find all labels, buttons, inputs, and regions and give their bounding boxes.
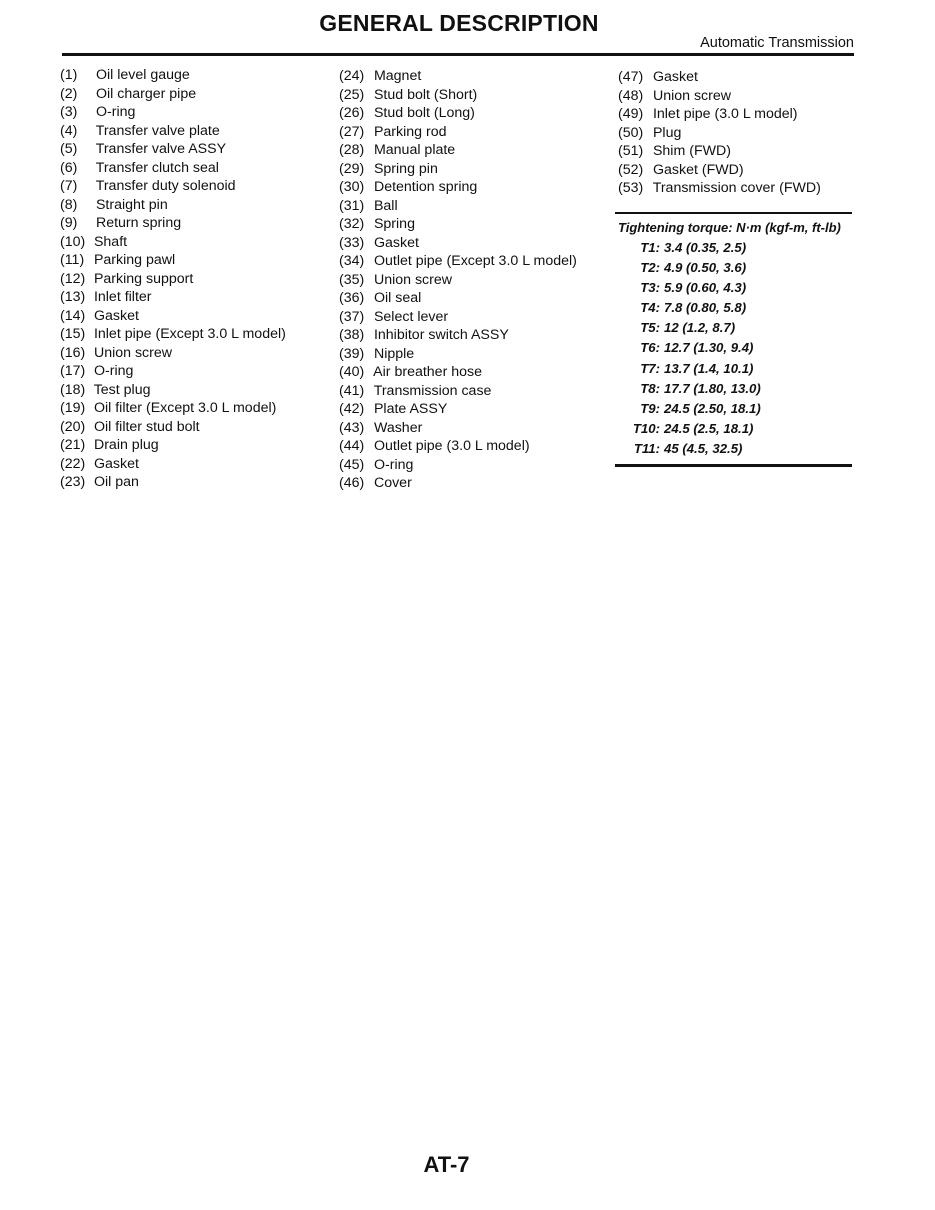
part-name: Select lever [373, 308, 449, 325]
part-name: Inhibitor switch ASSY [373, 327, 509, 343]
part-name: Oil seal [373, 290, 422, 306]
part-number: (27) [339, 123, 365, 140]
torque-list [615, 238, 852, 459]
part-list-item [339, 271, 577, 290]
part-name: Outlet pipe (Except 3.0 L model) [373, 253, 577, 269]
torque-value: 45 (4.5, 32.5) [664, 440, 743, 456]
part-number: (23) [60, 474, 86, 490]
part-number: (30) [339, 179, 365, 195]
part-name: Transfer duty solenoid [95, 178, 236, 194]
torque-value: 7.8 (0.80, 5.8) [664, 300, 747, 316]
part-list-item [339, 437, 577, 456]
part-number: (12) [60, 270, 86, 287]
part-list-item [339, 197, 577, 216]
torque-label: T6: [640, 340, 660, 356]
torque-row [615, 238, 852, 258]
parts-list-column-2 [339, 67, 577, 493]
part-number: (15) [60, 326, 86, 342]
part-name: Drain plug [93, 437, 159, 453]
part-name: Straight pin [95, 196, 168, 213]
torque-row [615, 298, 852, 318]
part-number: (17) [60, 363, 86, 379]
part-name: Spring [373, 216, 415, 232]
part-number: (4) [60, 122, 78, 139]
part-number: (5) [60, 141, 78, 157]
part-list-item [339, 178, 577, 197]
part-list-item [339, 86, 577, 105]
part-list-item [618, 161, 821, 180]
part-list-item [60, 177, 286, 196]
part-number: (33) [339, 234, 365, 251]
part-name: Oil level gauge [95, 67, 190, 83]
part-name: O-ring [95, 104, 136, 120]
torque-value: 4.9 (0.50, 3.6) [664, 260, 747, 276]
part-number: (46) [339, 475, 365, 491]
part-list-item [60, 473, 286, 492]
part-list-item [339, 141, 577, 160]
part-name: Magnet [373, 68, 422, 84]
part-number: (24) [339, 68, 365, 84]
part-name: Manual plate [373, 142, 456, 158]
part-name: Gasket [93, 455, 139, 472]
part-name: Spring pin [373, 160, 438, 177]
torque-label: T10: [632, 420, 660, 436]
part-number: (35) [339, 271, 365, 288]
part-list-item [60, 159, 286, 178]
torque-label: T9: [640, 400, 660, 416]
part-name: Union screw [652, 87, 732, 104]
part-number: (38) [339, 327, 365, 343]
torque-row [615, 439, 852, 459]
part-name: Inlet pipe (3.0 L model) [652, 106, 798, 122]
part-list-item [339, 67, 577, 86]
part-number: (50) [618, 124, 644, 141]
torque-row [615, 338, 852, 358]
part-name: Transfer clutch seal [95, 159, 219, 176]
part-name: Inlet filter [93, 289, 152, 305]
part-name: Oil filter (Except 3.0 L model) [93, 400, 277, 416]
part-number: (47) [618, 69, 644, 85]
part-number: (52) [618, 161, 644, 178]
part-number: (19) [60, 400, 86, 416]
part-number: (36) [339, 290, 365, 306]
part-list-item [60, 122, 286, 141]
part-name: Oil filter stud bolt [93, 418, 200, 435]
part-list-item [60, 140, 286, 159]
part-list-item [618, 142, 821, 161]
part-name: Stud bolt (Short) [373, 86, 478, 103]
torque-label: T7: [640, 360, 660, 376]
part-number: (16) [60, 344, 86, 361]
part-number: (31) [339, 197, 365, 214]
part-number: (21) [60, 437, 86, 453]
part-name: O-ring [373, 456, 414, 473]
part-list-item [60, 381, 286, 400]
part-name: Stud bolt (Long) [373, 105, 475, 121]
part-list-item [60, 66, 286, 85]
part-name: Gasket [93, 307, 139, 324]
torque-value: 12.7 (1.30, 9.4) [664, 340, 754, 356]
part-list-item [339, 104, 577, 123]
part-list-item [60, 214, 286, 233]
part-list-item [339, 363, 577, 382]
part-list-item [339, 400, 577, 419]
part-number: (13) [60, 289, 86, 305]
part-number: (49) [618, 106, 644, 122]
part-list-item [60, 270, 286, 289]
torque-label: T2: [640, 260, 660, 276]
part-list-item [60, 344, 286, 363]
part-number: (7) [60, 178, 78, 194]
part-number: (42) [339, 401, 365, 417]
torque-value: 3.4 (0.35, 2.5) [664, 240, 747, 255]
part-name: Transmission case [373, 382, 492, 399]
part-number: (44) [339, 438, 365, 454]
torque-value: 24.5 (2.50, 18.1) [664, 400, 761, 416]
part-number: (41) [339, 382, 365, 399]
part-list-item [339, 308, 577, 327]
part-list-item [60, 85, 286, 104]
part-list-item [60, 325, 286, 344]
part-name: Return spring [95, 215, 182, 231]
torque-row [615, 278, 852, 298]
part-number: (32) [339, 216, 365, 232]
header-rule [62, 53, 854, 56]
part-list-item [60, 103, 286, 122]
part-name: Shaft [93, 233, 128, 250]
page-title: GENERAL DESCRIPTION [319, 10, 599, 36]
part-name: Plug [652, 124, 682, 141]
part-list-item [60, 436, 286, 455]
part-list-item [618, 124, 821, 143]
part-list-item [618, 87, 821, 106]
section-name: Automatic Transmission [700, 35, 854, 51]
part-number: (53) [618, 180, 644, 196]
page-number: AT-7 [423, 1152, 470, 1177]
torque-label: T5: [640, 320, 660, 336]
part-number: (29) [339, 160, 365, 177]
part-list-item [60, 307, 286, 326]
part-list-item [339, 252, 577, 271]
torque-heading: Tightening torque: N·m (kgf-m, ft-lb) [618, 220, 841, 235]
part-name: Outlet pipe (3.0 L model) [373, 438, 530, 454]
part-list-item [60, 196, 286, 215]
torque-value: 17.7 (1.80, 13.0) [664, 380, 761, 396]
part-list-item [339, 474, 577, 493]
torque-row [615, 419, 852, 439]
part-number: (43) [339, 419, 365, 436]
part-number: (1) [60, 67, 78, 83]
part-list-item [339, 345, 577, 364]
torque-value: 12 (1.2, 8.7) [664, 320, 736, 336]
part-number: (37) [339, 308, 365, 325]
part-number: (3) [60, 104, 78, 120]
tightening-torque-table [615, 212, 852, 467]
part-number: (28) [339, 142, 365, 158]
part-name: Gasket [373, 234, 419, 251]
part-name: Parking pawl [93, 252, 176, 268]
part-number: (48) [618, 87, 644, 104]
part-number: (10) [60, 233, 86, 250]
part-list-item [339, 456, 577, 475]
part-number: (51) [618, 143, 644, 159]
part-list-item [60, 288, 286, 307]
torque-value: 5.9 (0.60, 4.3) [664, 280, 747, 296]
part-number: (2) [60, 85, 78, 102]
part-list-item [60, 233, 286, 252]
part-list-item [60, 399, 286, 418]
part-number: (34) [339, 253, 365, 269]
torque-value: 24.5 (2.5, 18.1) [664, 420, 754, 436]
torque-value: 13.7 (1.4, 10.1) [664, 360, 754, 376]
part-name: Shim (FWD) [652, 143, 731, 159]
part-name: Oil charger pipe [95, 85, 197, 102]
part-number: (6) [60, 159, 78, 176]
part-list-item [339, 234, 577, 253]
part-name: Gasket (FWD) [652, 161, 744, 178]
part-name: Gasket [652, 69, 698, 85]
torque-row [615, 258, 852, 278]
part-name: Transmission cover (FWD) [652, 180, 821, 196]
part-name: Oil pan [93, 474, 139, 490]
part-number: (39) [339, 345, 365, 362]
part-number: (14) [60, 307, 86, 324]
part-number: (45) [339, 456, 365, 473]
part-list-item [60, 418, 286, 437]
part-list-item [339, 419, 577, 438]
torque-label: T8: [640, 380, 660, 396]
torque-row [615, 399, 852, 419]
parts-list-column-3 [618, 68, 821, 198]
part-name: Plate ASSY [373, 401, 448, 417]
part-list-item [618, 68, 821, 87]
part-name: Transfer valve ASSY [95, 141, 227, 157]
part-name: Union screw [93, 344, 173, 361]
part-name: Transfer valve plate [95, 122, 220, 139]
part-list-item [339, 289, 577, 308]
part-name: Parking support [93, 270, 194, 287]
part-list-item [618, 105, 821, 124]
part-name: Cover [373, 475, 412, 491]
part-number: (26) [339, 105, 365, 121]
part-name: Union screw [373, 271, 453, 288]
part-list-item [339, 123, 577, 142]
part-number: (8) [60, 196, 78, 213]
part-list-item [339, 382, 577, 401]
part-list-item [60, 251, 286, 270]
part-name: Detention spring [373, 179, 478, 195]
part-name: O-ring [93, 363, 134, 379]
part-list-item [60, 362, 286, 381]
part-name: Ball [373, 197, 398, 214]
part-name: Inlet pipe (Except 3.0 L model) [93, 326, 286, 342]
part-list-item [60, 455, 286, 474]
part-number: (22) [60, 455, 86, 472]
part-list-item [339, 160, 577, 179]
part-number: (40) [339, 364, 365, 380]
part-number: (20) [60, 418, 86, 435]
part-number: (18) [60, 381, 86, 398]
torque-label: T4: [640, 300, 660, 316]
torque-label: T1: [640, 240, 660, 255]
part-list-item [618, 179, 821, 198]
part-name: Test plug [93, 381, 151, 398]
torque-row [615, 359, 852, 379]
part-number: (9) [60, 215, 78, 231]
part-list-item [339, 215, 577, 234]
torque-row [615, 379, 852, 399]
part-number: (11) [60, 252, 85, 268]
part-name: Air breather hose [373, 364, 483, 380]
torque-row [615, 318, 852, 338]
part-name: Washer [373, 419, 423, 436]
part-number: (25) [339, 86, 365, 103]
torque-label: T3: [640, 280, 660, 296]
part-list-item [339, 326, 577, 345]
parts-list-column-1 [60, 66, 286, 492]
part-name: Nipple [373, 345, 415, 362]
part-name: Parking rod [373, 123, 447, 140]
torque-label: T11: [633, 440, 660, 456]
